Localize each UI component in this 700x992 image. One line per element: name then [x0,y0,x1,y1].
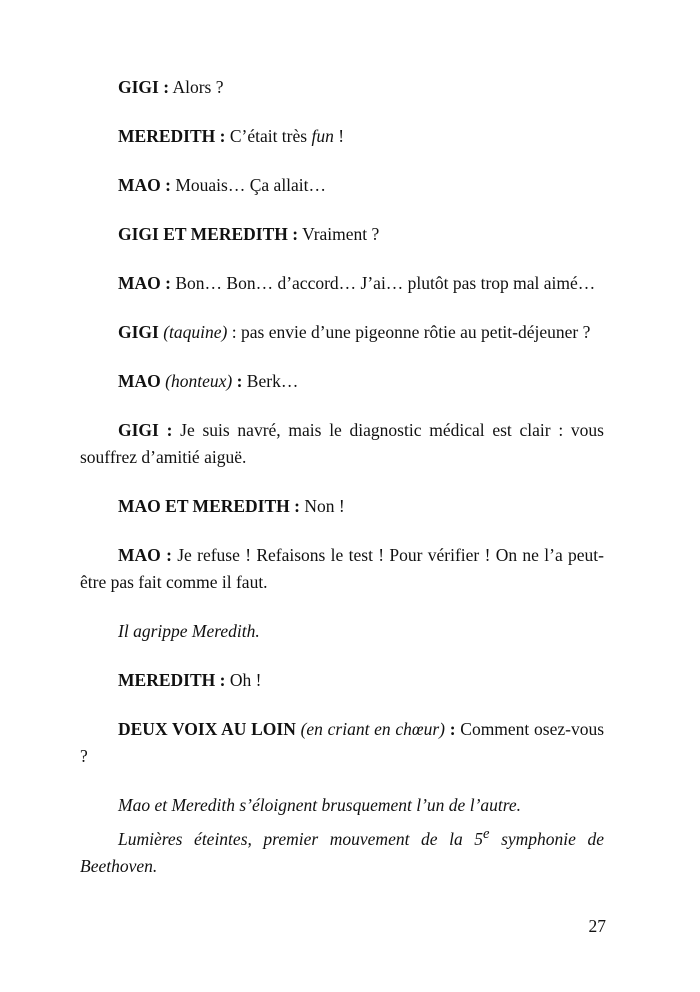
stage-direction-inline: (taquine) [158,322,228,342]
line-text: ! [333,126,345,146]
speaker-name: MEREDITH : [118,670,226,690]
speaker-name: MAO : [118,175,171,195]
dialogue-line [80,417,604,471]
closing-text: Lumières éteintes, premier mouvement de la 5 [118,828,484,849]
ordinal-superscript: e [483,826,490,842]
closing-stage-direction: Mao et Meredith s’éloignent brusquement l’un de l’autre. [118,795,522,815]
speaker-name: DEUX VOIX AU LOIN [118,719,296,739]
dialogue-line [80,172,604,199]
speaker-colon: : [444,719,456,739]
line-text: Berk… [242,371,299,391]
speaker-name: MAO ET MEREDITH : [118,496,300,516]
closing-text: symphonie de Beethoven. [80,828,604,876]
line-text: Comment osez-vous ? [80,719,605,766]
stage-direction: Il agrippe Meredith. [118,621,260,641]
stage-direction-inline: (honteux) [160,371,233,391]
line-text: Non ! [299,496,345,516]
speaker-name: MAO : [118,545,172,565]
line-text: Alors ? [169,77,224,97]
line-text: Bon… Bon… d’accord… J’ai… plutôt pas trop mal aimé… [170,273,596,293]
speaker-name: MEREDITH : [118,126,226,146]
speaker-name: GIGI ET MEREDITH : [118,224,299,244]
speaker-name: GIGI [118,322,159,342]
dialogue-line [80,221,604,248]
dialogue-line [80,667,604,694]
page-number: 27 [588,916,606,936]
speaker-name: GIGI : [118,420,173,440]
speaker-name: GIGI : [118,77,170,97]
dialogue-line [80,74,604,101]
dialogue-line [80,123,604,150]
line-text: Je refuse ! Refaisons le test ! Pour vérifier ! On ne l’a peut-être pas fait comme il faut. [80,545,604,592]
line-text: Mouais… Ça allait… [170,175,327,195]
dialogue-line [80,319,604,346]
closing-stage-direction [80,821,604,880]
line-text: : pas envie d’une pigeonne rôtie au petit-déjeuner ? [227,322,591,342]
line-text: Oh ! [225,670,262,690]
stage-direction-inline: (en criant en chœur) [295,719,445,739]
dialogue-line [80,493,604,520]
dialogue-line [80,542,604,596]
dialogue-line [80,368,604,395]
line-text: Vraiment ? [298,224,380,244]
speaker-name: MAO [118,371,161,391]
dialogue-line [80,270,604,297]
emphasized-word: fun [311,126,334,146]
page-text [80,74,604,902]
line-text: Je suis navré, mais le diagnostic médical est clair : vous souffrez d’amitié aiguë. [80,420,604,467]
dialogue-line [80,716,604,770]
speaker-colon: : [232,371,243,391]
speaker-name: MAO : [118,273,171,293]
line-text: C’était très [225,126,312,146]
